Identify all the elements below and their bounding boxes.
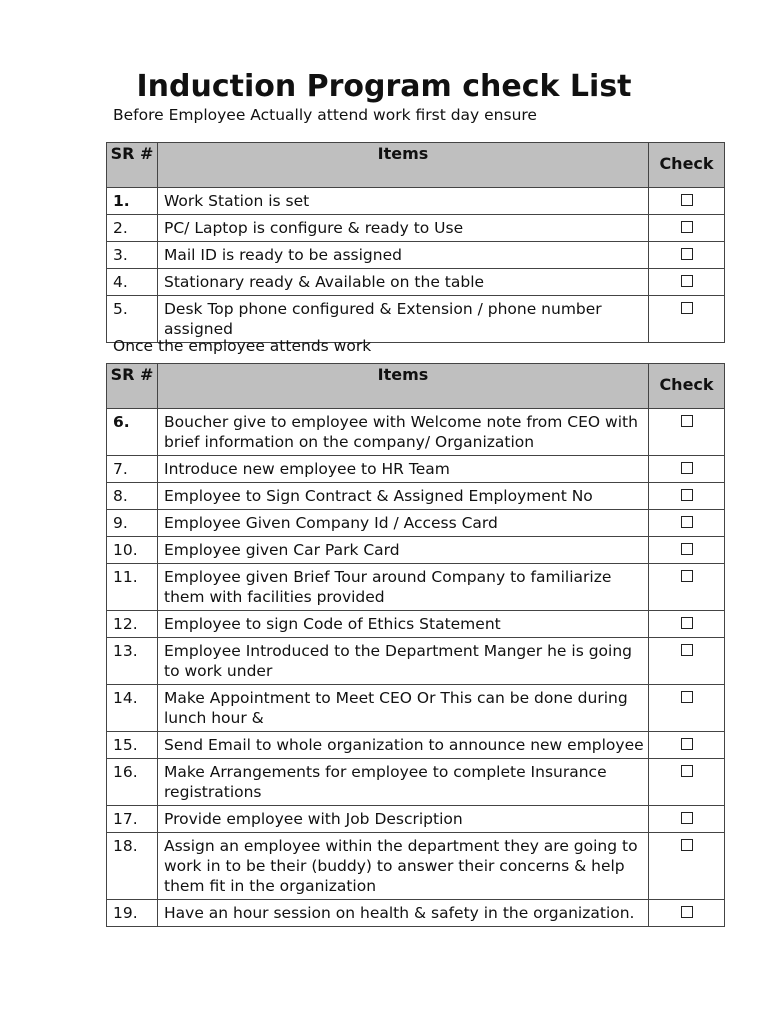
checkbox-icon[interactable]	[681, 644, 693, 656]
check-cell	[649, 483, 725, 510]
checkbox-icon[interactable]	[681, 691, 693, 703]
table-row	[107, 510, 725, 537]
checkbox-icon[interactable]	[681, 221, 693, 233]
mid-note-text: Once the employee attends work	[113, 337, 372, 355]
row-item-text: Employee Given Company Id / Access Card	[158, 510, 649, 537]
table-row	[107, 900, 725, 927]
check-cell	[649, 833, 725, 900]
row-item-text: Provide employee with Job Description	[158, 806, 649, 833]
checklist-table-before-first-day	[106, 142, 725, 343]
table-header-row	[107, 143, 725, 188]
row-number: 4.	[107, 269, 158, 296]
row-number: 11.	[107, 564, 158, 611]
checkbox-icon[interactable]	[681, 462, 693, 474]
row-number: 9.	[107, 510, 158, 537]
checkbox-icon[interactable]	[681, 839, 693, 851]
checkbox-icon[interactable]	[681, 516, 693, 528]
check-cell	[649, 409, 725, 456]
check-cell	[649, 215, 725, 242]
row-item-text: Send Email to whole organization to announce new employee	[158, 732, 649, 759]
table-row	[107, 685, 725, 732]
check-cell	[649, 611, 725, 638]
table-row	[107, 269, 725, 296]
table-row	[107, 537, 725, 564]
row-number: 1.	[107, 188, 158, 215]
check-cell	[649, 900, 725, 927]
checkbox-icon[interactable]	[681, 302, 693, 314]
table-row	[107, 732, 725, 759]
header-sr: SR #	[107, 364, 158, 409]
check-cell	[649, 296, 725, 343]
table-row	[107, 483, 725, 510]
checkbox-icon[interactable]	[681, 906, 693, 918]
row-item-text: Assign an employee within the department they are going to work in to be their (buddy) to answer their concerns & help them fit in the organization	[158, 833, 649, 900]
table-row	[107, 564, 725, 611]
table-row	[107, 188, 725, 215]
row-number: 18.	[107, 833, 158, 900]
checkbox-icon[interactable]	[681, 543, 693, 555]
row-number: 5.	[107, 296, 158, 343]
check-cell	[649, 242, 725, 269]
checkbox-icon[interactable]	[681, 738, 693, 750]
check-cell	[649, 510, 725, 537]
row-item-text: Make Arrangements for employee to complete Insurance registrations	[158, 759, 649, 806]
table-row	[107, 456, 725, 483]
check-cell	[649, 537, 725, 564]
header-items: Items	[158, 143, 649, 188]
check-cell	[649, 806, 725, 833]
check-cell	[649, 269, 725, 296]
row-item-text: Desk Top phone configured & Extension / phone number assigned	[158, 296, 649, 343]
checkbox-icon[interactable]	[681, 415, 693, 427]
header-check: Check	[649, 364, 725, 409]
row-item-text: Mail ID is ready to be assigned	[158, 242, 649, 269]
check-cell	[649, 759, 725, 806]
table-row	[107, 638, 725, 685]
row-number: 3.	[107, 242, 158, 269]
header-items: Items	[158, 364, 649, 409]
check-cell	[649, 685, 725, 732]
checklist-table-attends-work	[106, 363, 725, 927]
table-row	[107, 806, 725, 833]
table-row	[107, 409, 725, 456]
row-number: 19.	[107, 900, 158, 927]
document-title: Induction Program check List	[136, 69, 632, 104]
row-number: 6.	[107, 409, 158, 456]
row-number: 15.	[107, 732, 158, 759]
checkbox-icon[interactable]	[681, 248, 693, 260]
check-cell	[649, 638, 725, 685]
row-number: 13.	[107, 638, 158, 685]
row-item-text: Employee to sign Code of Ethics Statement	[158, 611, 649, 638]
row-number: 14.	[107, 685, 158, 732]
row-number: 16.	[107, 759, 158, 806]
intro-text: Before Employee Actually attend work first day ensure	[113, 106, 537, 124]
row-number: 2.	[107, 215, 158, 242]
row-item-text: Employee Introduced to the Department Manger he is going to work under	[158, 638, 649, 685]
row-item-text: Employee given Car Park Card	[158, 537, 649, 564]
checkbox-icon[interactable]	[681, 812, 693, 824]
check-cell	[649, 188, 725, 215]
row-item-text: Work Station is set	[158, 188, 649, 215]
row-item-text: Have an hour session on health & safety in the organization.	[158, 900, 649, 927]
table-row	[107, 759, 725, 806]
table-row	[107, 611, 725, 638]
check-cell	[649, 564, 725, 611]
checkbox-icon[interactable]	[681, 194, 693, 206]
row-number: 8.	[107, 483, 158, 510]
row-item-text: Stationary ready & Available on the table	[158, 269, 649, 296]
header-sr: SR #	[107, 143, 158, 188]
table-header-row	[107, 364, 725, 409]
header-check: Check	[649, 143, 725, 188]
table-row	[107, 215, 725, 242]
checkbox-icon[interactable]	[681, 765, 693, 777]
row-number: 7.	[107, 456, 158, 483]
row-item-text: Employee to Sign Contract & Assigned Employment No	[158, 483, 649, 510]
row-number: 17.	[107, 806, 158, 833]
checkbox-icon[interactable]	[681, 489, 693, 501]
checkbox-icon[interactable]	[681, 617, 693, 629]
row-item-text: Introduce new employee to HR Team	[158, 456, 649, 483]
checkbox-icon[interactable]	[681, 570, 693, 582]
check-cell	[649, 456, 725, 483]
check-cell	[649, 732, 725, 759]
row-item-text: Boucher give to employee with Welcome note from CEO with brief information on the company/ Organization	[158, 409, 649, 456]
checkbox-icon[interactable]	[681, 275, 693, 287]
row-item-text: Make Appointment to Meet CEO Or This can be done during lunch hour &	[158, 685, 649, 732]
row-number: 12.	[107, 611, 158, 638]
row-item-text: PC/ Laptop is configure & ready to Use	[158, 215, 649, 242]
table-row	[107, 833, 725, 900]
table-row	[107, 242, 725, 269]
row-number: 10.	[107, 537, 158, 564]
row-item-text: Employee given Brief Tour around Company to familiarize them with facilities provided	[158, 564, 649, 611]
